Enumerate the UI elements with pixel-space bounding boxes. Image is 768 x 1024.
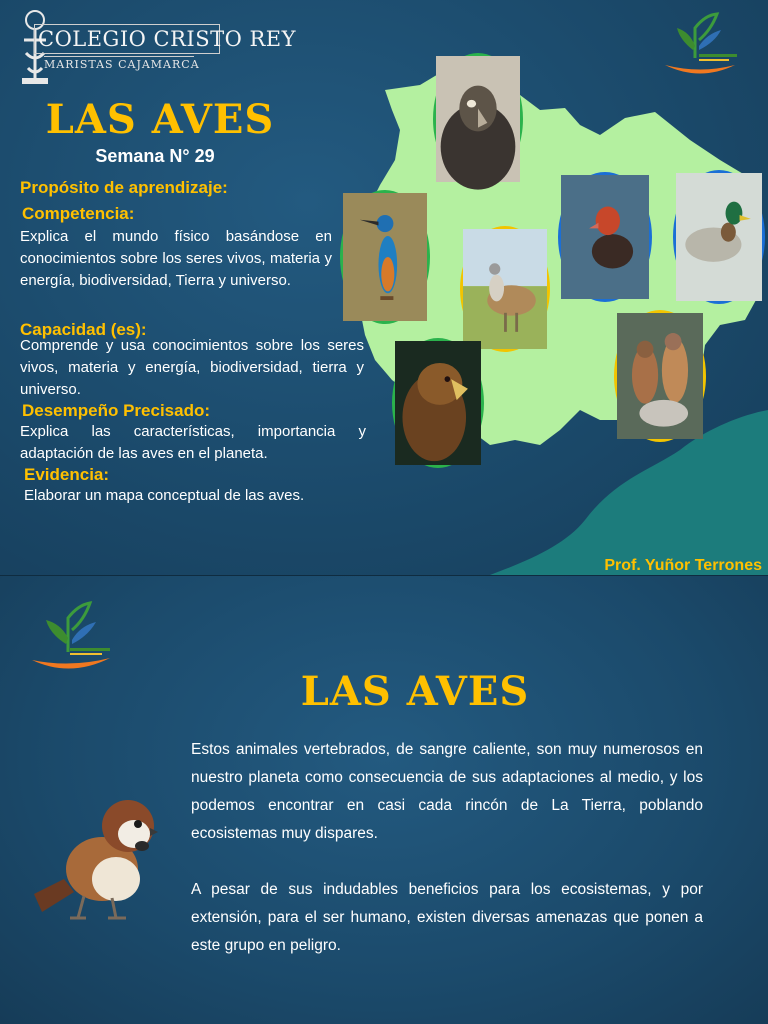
slide1-title: LAS AVES [45,96,275,143]
bird-photo-eagle [392,338,484,468]
bird-photo-bustard [460,226,550,352]
author-name: Prof. Yuñor Terrones [604,557,762,574]
leaf-logo-icon [28,600,118,672]
school-subtitle: MARISTAS CAJAMARCA [44,58,200,71]
desempeno-heading: Desempeño Precisado: [22,401,211,420]
purpose-heading: Propósito de aprendizaje: [20,178,228,197]
desempeno-text: Explica las características, importancia y adaptación de las aves en el planeta. [20,423,366,462]
evidencia-text: Elaborar un mapa conceptual de las aves. [24,487,305,504]
capacidad-heading: Capacidad (es): [20,320,147,339]
bird-photo-kingfisher [340,190,430,324]
capacidad-text: Comprende y usa conocimientos sobre los seres vivos, materia y energía, biodiversidad, tierra y universo. [20,337,364,398]
bird-photo-kestrels [614,310,706,442]
week-label: Semana N° 29 [95,146,215,166]
leaf-logo-icon [655,10,745,82]
school-name: COLEGIO CRISTO REY [34,24,220,54]
paragraph-1: Estos animales vertebrados, de sangre caliente, son muy numerosos en nuestro planeta como consecuencia de sus adaptaciones al medio, y los podemos encontrar en casi cada rincón de La Tierra, poblando ecosistemas muy dispares. [191,741,703,842]
paragraph-2: A pesar de sus indudables beneficios para los ecosistemas, y por extensión, para el ser humano, existen diversas amenazas que ponen a este grupo en peligro. [191,881,703,954]
bird-photo-vulture [433,53,523,185]
competencia-text: Explica el mundo físico basándose en conocimientos sobre los seres vivos, materia y energía, biodiversidad, Tierra y universo. [20,228,332,289]
sparrow-illustration [24,784,164,934]
slide-2 [0,576,768,1024]
competencia-heading: Competencia: [22,204,135,223]
bird-photo-pochard [558,172,652,302]
bird-photo-mallard [673,170,765,304]
evidencia-heading: Evidencia: [24,465,110,484]
slide2-title: LAS AVES [300,668,530,715]
